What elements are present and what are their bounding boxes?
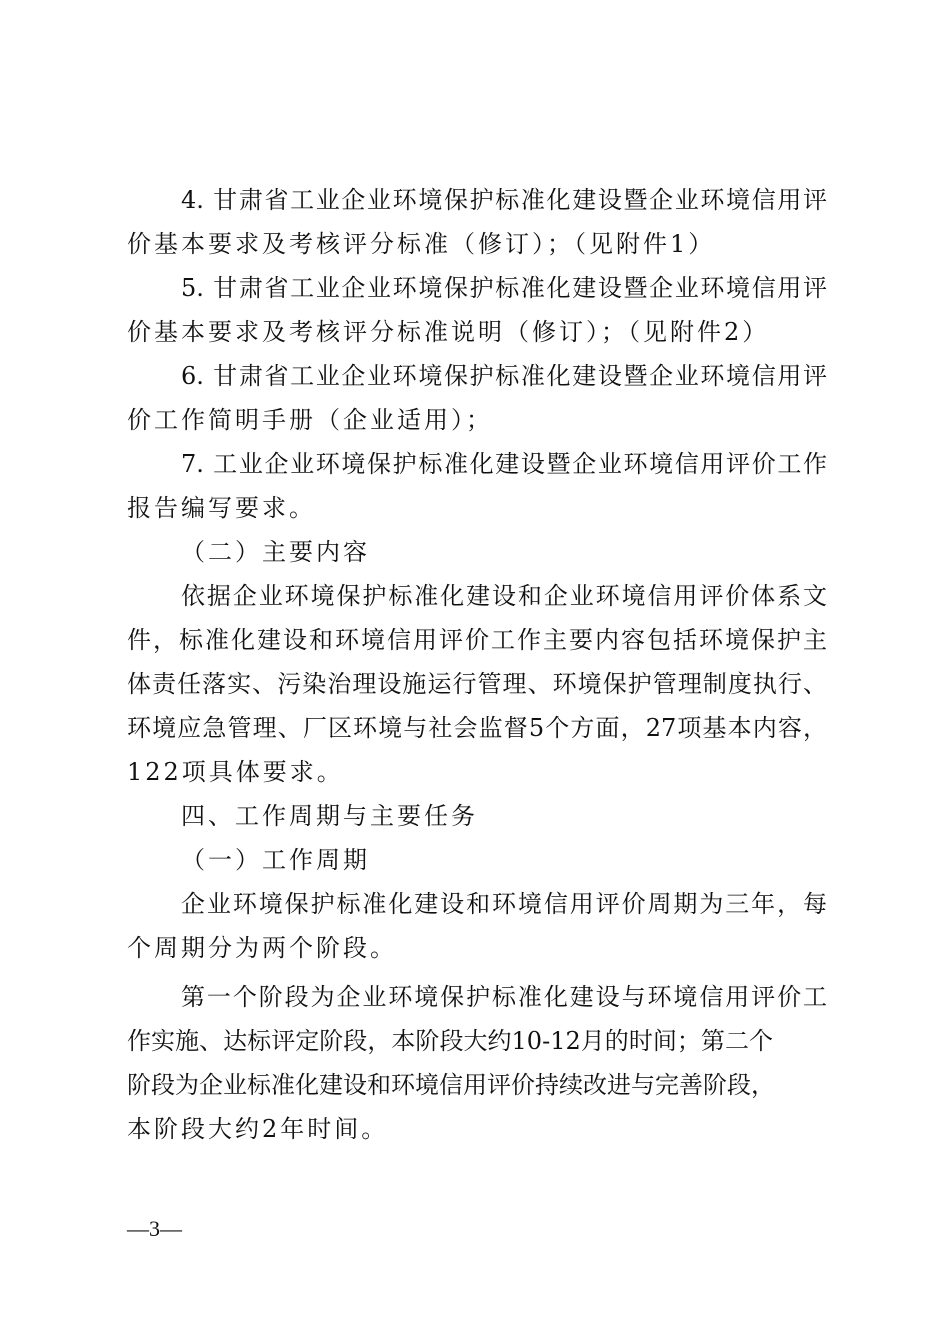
paragraph-main-content-line-3: 体责任落实、污染治理设施运行管理、环境保护管理制度执行、	[127, 670, 827, 698]
section-heading-work-cycle-tasks: 四、工作周期与主要任务	[181, 802, 478, 830]
item-7-line-1: 7. 工业企业环境保护标准化建设暨企业环境信用评价工作	[181, 450, 827, 478]
item-7-line-2: 报告编写要求。	[127, 494, 316, 522]
paragraph-cycle-line-1: 企业环境保护标准化建设和环境信用评价周期为三年，每	[181, 890, 827, 918]
paragraph-stages-line-2: 作实施、达标评定阶段，本阶段大约10-12月的时间；第二个	[127, 1027, 773, 1055]
paragraph-cycle-line-2: 个周期分为两个阶段。	[127, 934, 397, 962]
paragraph-main-content-line-4: 环境应急管理、厂区环境与社会监督5个方面，27项基本内容，	[127, 714, 827, 742]
paragraph-stages-line-4: 本阶段大约2年时间。	[127, 1115, 389, 1143]
paragraph-stages-line-1: 第一个阶段为企业环境保护标准化建设与环境信用评价工	[181, 983, 827, 1011]
item-5-line-1: 5. 甘肃省工业企业环境保护标准化建设暨企业环境信用评	[181, 274, 827, 302]
paragraph-main-content-line-2: 件，标准化建设和环境信用评价工作主要内容包括环境保护主	[127, 626, 827, 654]
section-heading-work-cycle: （一）工作周期	[181, 846, 370, 874]
item-6-line-2: 价工作简明手册（企业适用）；	[127, 406, 493, 434]
paragraph-main-content-line-1: 依据企业环境保护标准化建设和企业环境信用评价体系文	[181, 582, 827, 610]
section-heading-main-content: （二）主要内容	[181, 538, 370, 566]
page-number: —3—	[127, 1216, 182, 1241]
paragraph-main-content-line-5: 122项具体要求。	[127, 758, 344, 786]
paragraph-stages-line-3: 阶段为企业标准化建设和环境信用评价持续改进与完善阶段，	[127, 1071, 775, 1099]
item-4-line-2: 价基本要求及考核评分标准（修订）；（见附件1）	[127, 230, 716, 258]
item-5-line-2: 价基本要求及考核评分标准说明（修订）；（见附件2）	[127, 318, 770, 346]
item-4-line-1: 4. 甘肃省工业企业环境保护标准化建设暨企业环境信用评	[181, 186, 827, 214]
item-6-line-1: 6. 甘肃省工业企业环境保护标准化建设暨企业环境信用评	[181, 362, 827, 390]
